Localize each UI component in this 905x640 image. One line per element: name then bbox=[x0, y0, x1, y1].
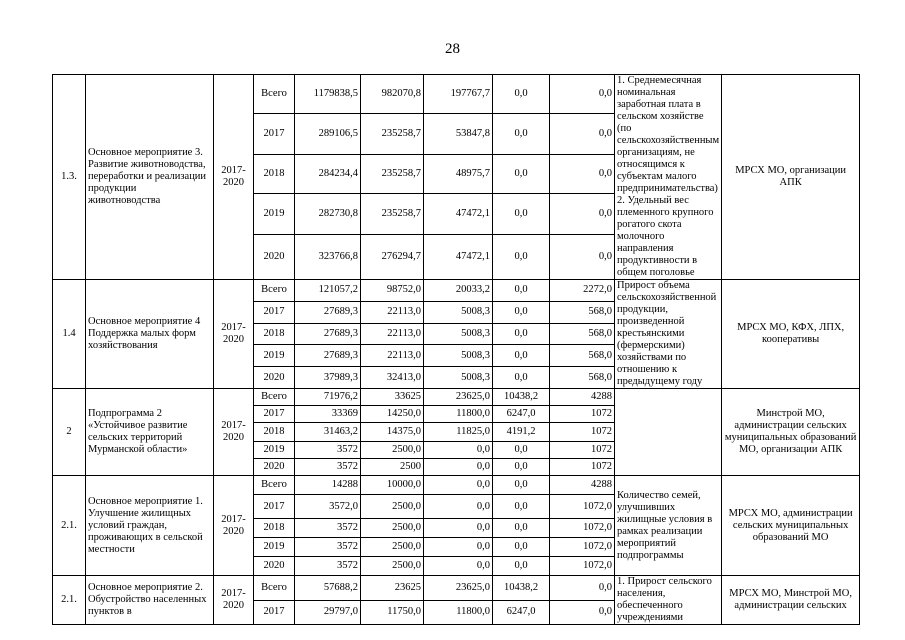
year-cell: 2019 bbox=[254, 345, 295, 367]
total-value: 29797,0 bbox=[295, 600, 361, 625]
total-value: 3572 bbox=[295, 557, 361, 576]
regional-budget-value: 2500 bbox=[361, 459, 424, 476]
local-budget-value: 0,0 bbox=[493, 323, 550, 345]
local-budget-value: 0,0 bbox=[493, 234, 550, 279]
local-budget-value: 4191,2 bbox=[493, 423, 550, 442]
page-number: 28 bbox=[445, 41, 460, 57]
table-row bbox=[53, 280, 860, 302]
other-sources-value: 1072 bbox=[550, 459, 615, 476]
regional-budget-value: 235258,7 bbox=[361, 154, 424, 193]
other-sources-value: 1072 bbox=[550, 406, 615, 423]
total-value: 3572 bbox=[295, 459, 361, 476]
other-sources-value: 0,0 bbox=[550, 234, 615, 279]
row-number: 1.4 bbox=[53, 280, 86, 389]
regional-budget-value: 14375,0 bbox=[361, 423, 424, 442]
row-number: 2.1. bbox=[53, 576, 86, 625]
federal-budget-value: 47472,1 bbox=[424, 193, 493, 234]
other-sources-value: 0,0 bbox=[550, 576, 615, 601]
year-cell: 2019 bbox=[254, 442, 295, 459]
regional-budget-value: 2500,0 bbox=[361, 442, 424, 459]
row-number: 2 bbox=[53, 389, 86, 476]
other-sources-value: 1072,0 bbox=[550, 495, 615, 519]
indicator-text bbox=[615, 389, 722, 476]
total-value: 3572 bbox=[295, 442, 361, 459]
regional-budget-value: 23625 bbox=[361, 576, 424, 601]
executor: МРСХ МО, администрации сельских муниципальных образований МО bbox=[722, 476, 860, 576]
other-sources-value: 1072 bbox=[550, 442, 615, 459]
program-table bbox=[52, 74, 860, 625]
federal-budget-value: 0,0 bbox=[424, 557, 493, 576]
year-cell: Всего bbox=[254, 476, 295, 495]
federal-budget-value: 5008,3 bbox=[424, 345, 493, 367]
other-sources-value: 0,0 bbox=[550, 154, 615, 193]
total-value: 33369 bbox=[295, 406, 361, 423]
total-value: 1179838,5 bbox=[295, 75, 361, 114]
local-budget-value: 0,0 bbox=[493, 459, 550, 476]
regional-budget-value: 235258,7 bbox=[361, 113, 424, 154]
executor: МРСХ МО, Минстрой МО, администрации сельских bbox=[722, 576, 860, 625]
federal-budget-value: 197767,7 bbox=[424, 75, 493, 114]
total-value: 323766,8 bbox=[295, 234, 361, 279]
local-budget-value: 0,0 bbox=[493, 538, 550, 557]
indicator-text: 1. Среднемесячная номинальная заработная плата в сельском хозяйстве (по сельскохозяйственным организациям, не относящимся к субъектам малого предпринимательства) 2. Удельный вес племенного крупного рогатого скота молочного направления продуктивности в общем поголовье bbox=[615, 75, 722, 280]
federal-budget-value: 53847,8 bbox=[424, 113, 493, 154]
local-budget-value: 0,0 bbox=[493, 154, 550, 193]
federal-budget-value: 0,0 bbox=[424, 442, 493, 459]
federal-budget-value: 11825,0 bbox=[424, 423, 493, 442]
regional-budget-value: 14250,0 bbox=[361, 406, 424, 423]
year-cell: 2020 bbox=[254, 459, 295, 476]
regional-budget-value: 2500,0 bbox=[361, 495, 424, 519]
total-value: 3572,0 bbox=[295, 495, 361, 519]
period: 2017- 2020 bbox=[214, 476, 254, 576]
total-value: 57688,2 bbox=[295, 576, 361, 601]
federal-budget-value: 5008,3 bbox=[424, 301, 493, 323]
year-cell: Всего bbox=[254, 280, 295, 302]
other-sources-value: 568,0 bbox=[550, 367, 615, 389]
regional-budget-value: 2500,0 bbox=[361, 538, 424, 557]
total-value: 37989,3 bbox=[295, 367, 361, 389]
other-sources-value: 568,0 bbox=[550, 301, 615, 323]
regional-budget-value: 33625 bbox=[361, 389, 424, 406]
federal-budget-value: 11800,0 bbox=[424, 406, 493, 423]
other-sources-value: 4288 bbox=[550, 476, 615, 495]
local-budget-value: 0,0 bbox=[493, 280, 550, 302]
local-budget-value: 6247,0 bbox=[493, 406, 550, 423]
year-cell: 2019 bbox=[254, 538, 295, 557]
other-sources-value: 0,0 bbox=[550, 113, 615, 154]
period: 2017- 2020 bbox=[214, 576, 254, 625]
regional-budget-value: 11750,0 bbox=[361, 600, 424, 625]
year-cell: 2020 bbox=[254, 234, 295, 279]
executor: Минстрой МО, администрации сельских муниципальных образований МО, организации АПК bbox=[722, 389, 860, 476]
local-budget-value: 0,0 bbox=[493, 557, 550, 576]
total-value: 71976,2 bbox=[295, 389, 361, 406]
year-cell: 2017 bbox=[254, 406, 295, 423]
federal-budget-value: 48975,7 bbox=[424, 154, 493, 193]
table-body bbox=[53, 75, 860, 625]
indicator-text: Количество семей, улучшивших жилищные условия в рамках реализации мероприятий подпрограммы bbox=[615, 476, 722, 576]
regional-budget-value: 982070,8 bbox=[361, 75, 424, 114]
table-row bbox=[53, 576, 860, 601]
other-sources-value: 0,0 bbox=[550, 193, 615, 234]
executor: МРСХ МО, КФХ, ЛПХ, кооперативы bbox=[722, 280, 860, 389]
federal-budget-value: 23625,0 bbox=[424, 576, 493, 601]
federal-budget-value: 0,0 bbox=[424, 519, 493, 538]
regional-budget-value: 22113,0 bbox=[361, 301, 424, 323]
regional-budget-value: 276294,7 bbox=[361, 234, 424, 279]
local-budget-value: 0,0 bbox=[493, 193, 550, 234]
total-value: 282730,8 bbox=[295, 193, 361, 234]
table-row bbox=[53, 389, 860, 406]
total-value: 27689,3 bbox=[295, 345, 361, 367]
total-value: 27689,3 bbox=[295, 323, 361, 345]
other-sources-value: 0,0 bbox=[550, 600, 615, 625]
period: 2017- 2020 bbox=[214, 75, 254, 280]
year-cell: Всего bbox=[254, 576, 295, 601]
federal-budget-value: 0,0 bbox=[424, 459, 493, 476]
regional-budget-value: 22113,0 bbox=[361, 323, 424, 345]
local-budget-value: 10438,2 bbox=[493, 576, 550, 601]
local-budget-value: 0,0 bbox=[493, 476, 550, 495]
year-cell: 2017 bbox=[254, 113, 295, 154]
federal-budget-value: 47472,1 bbox=[424, 234, 493, 279]
local-budget-value: 6247,0 bbox=[493, 600, 550, 625]
total-value: 14288 bbox=[295, 476, 361, 495]
other-sources-value: 1072,0 bbox=[550, 538, 615, 557]
local-budget-value: 0,0 bbox=[493, 495, 550, 519]
federal-budget-value: 11800,0 bbox=[424, 600, 493, 625]
measure-name: Основное мероприятие 3. Развитие животноводства, переработки и реализации продукции животноводства bbox=[86, 75, 214, 280]
year-cell: Всего bbox=[254, 389, 295, 406]
table-row bbox=[53, 476, 860, 495]
table-row bbox=[53, 75, 860, 114]
regional-budget-value: 98752,0 bbox=[361, 280, 424, 302]
period: 2017- 2020 bbox=[214, 389, 254, 476]
other-sources-value: 1072 bbox=[550, 423, 615, 442]
executor: МРСХ МО, организации АПК bbox=[722, 75, 860, 280]
year-cell: 2018 bbox=[254, 423, 295, 442]
total-value: 31463,2 bbox=[295, 423, 361, 442]
local-budget-value: 10438,2 bbox=[493, 389, 550, 406]
regional-budget-value: 32413,0 bbox=[361, 367, 424, 389]
year-cell: 2019 bbox=[254, 193, 295, 234]
year-cell: Всего bbox=[254, 75, 295, 114]
period: 2017- 2020 bbox=[214, 280, 254, 389]
total-value: 3572 bbox=[295, 538, 361, 557]
total-value: 289106,5 bbox=[295, 113, 361, 154]
federal-budget-value: 0,0 bbox=[424, 495, 493, 519]
regional-budget-value: 2500,0 bbox=[361, 557, 424, 576]
other-sources-value: 4288 bbox=[550, 389, 615, 406]
other-sources-value: 0,0 bbox=[550, 75, 615, 114]
local-budget-value: 0,0 bbox=[493, 367, 550, 389]
other-sources-value: 1072,0 bbox=[550, 519, 615, 538]
total-value: 121057,2 bbox=[295, 280, 361, 302]
local-budget-value: 0,0 bbox=[493, 113, 550, 154]
local-budget-value: 0,0 bbox=[493, 75, 550, 114]
indicator-text: 1. Прирост сельского населения, обеспеченного учреждениями bbox=[615, 576, 722, 625]
regional-budget-value: 22113,0 bbox=[361, 345, 424, 367]
local-budget-value: 0,0 bbox=[493, 301, 550, 323]
year-cell: 2018 bbox=[254, 323, 295, 345]
year-cell: 2018 bbox=[254, 519, 295, 538]
year-cell: 2020 bbox=[254, 367, 295, 389]
other-sources-value: 2272,0 bbox=[550, 280, 615, 302]
measure-name: Основное мероприятие 4 Поддержка малых форм хозяйствования bbox=[86, 280, 214, 389]
federal-budget-value: 5008,3 bbox=[424, 367, 493, 389]
other-sources-value: 568,0 bbox=[550, 323, 615, 345]
regional-budget-value: 235258,7 bbox=[361, 193, 424, 234]
year-cell: 2017 bbox=[254, 600, 295, 625]
row-number: 1.3. bbox=[53, 75, 86, 280]
local-budget-value: 0,0 bbox=[493, 345, 550, 367]
regional-budget-value: 2500,0 bbox=[361, 519, 424, 538]
regional-budget-value: 10000,0 bbox=[361, 476, 424, 495]
indicator-text: Прирост объема сельскохозяйственной продукции, произведенной крестьянскими (фермерскими) хозяйствами по отношению к предыдущему году bbox=[615, 280, 722, 389]
row-number: 2.1. bbox=[53, 476, 86, 576]
federal-budget-value: 23625,0 bbox=[424, 389, 493, 406]
measure-name: Основное мероприятие 1. Улучшение жилищных условий граждан, проживающих в сельской местности bbox=[86, 476, 214, 576]
federal-budget-value: 0,0 bbox=[424, 476, 493, 495]
local-budget-value: 0,0 bbox=[493, 519, 550, 538]
year-cell: 2018 bbox=[254, 154, 295, 193]
year-cell: 2020 bbox=[254, 557, 295, 576]
year-cell: 2017 bbox=[254, 301, 295, 323]
federal-budget-value: 5008,3 bbox=[424, 323, 493, 345]
total-value: 27689,3 bbox=[295, 301, 361, 323]
federal-budget-value: 0,0 bbox=[424, 538, 493, 557]
total-value: 3572 bbox=[295, 519, 361, 538]
year-cell: 2017 bbox=[254, 495, 295, 519]
federal-budget-value: 20033,2 bbox=[424, 280, 493, 302]
local-budget-value: 0,0 bbox=[493, 442, 550, 459]
measure-name: Подпрограмма 2 «Устойчивое развитие сельских территорий Мурманской области» bbox=[86, 389, 214, 476]
measure-name: Основное мероприятие 2. Обустройство населенных пунктов в bbox=[86, 576, 214, 625]
total-value: 284234,4 bbox=[295, 154, 361, 193]
other-sources-value: 568,0 bbox=[550, 345, 615, 367]
other-sources-value: 1072,0 bbox=[550, 557, 615, 576]
